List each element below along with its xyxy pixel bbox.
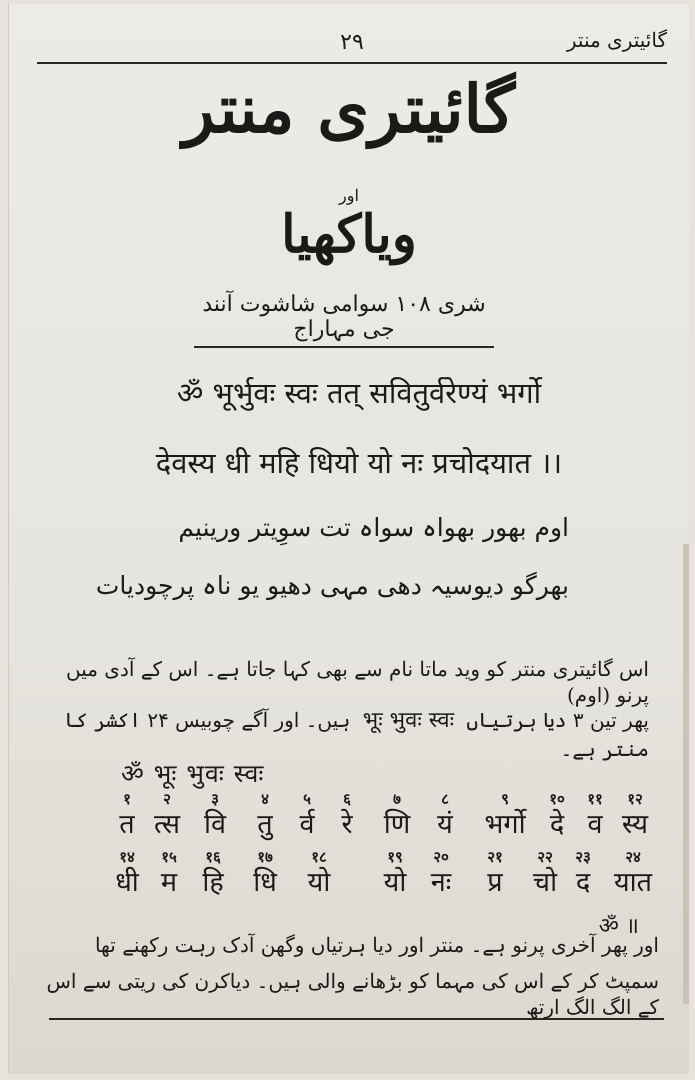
row1-syllable — [622, 792, 648, 842]
syllable-number: २४ — [625, 848, 641, 866]
syllable-text: वि — [203, 809, 227, 840]
row2-syllable — [533, 850, 557, 900]
commentary-p2-end: ہیں۔ اور آگے چوبیس ۲۴ اکشر کا منتر ہے۔ — [64, 708, 649, 761]
syllable-number: ११ — [587, 790, 603, 808]
row2-syllable — [161, 850, 177, 900]
row1-syllable — [119, 792, 134, 842]
row1-syllable — [587, 792, 603, 842]
row1-syllable — [384, 792, 411, 842]
syllable-number: ६ — [343, 790, 351, 808]
syllable-text: त — [119, 809, 135, 840]
transliteration-line-1: اوم بھور بھواہ سواہ تت سوِیتر ورینیم — [178, 513, 569, 542]
book-page — [8, 4, 689, 1074]
syllable-text: यो — [307, 867, 331, 898]
syllable-text: प्र — [487, 867, 503, 898]
syllable-number: १२ — [627, 790, 643, 808]
syllable-text: चो — [532, 867, 558, 898]
syllable-number: १८ — [311, 848, 327, 866]
page-edge-stain — [683, 544, 689, 1004]
syllable-text: दे — [549, 809, 565, 840]
row1-syllable — [549, 792, 565, 842]
row1-syllable — [257, 792, 272, 842]
mantra-line-1: ॐ भूर्भुवः स्वः तत् सवितुर्वरेण्यं भर्गो — [176, 376, 542, 410]
row1-syllable — [154, 792, 180, 842]
syllable-text: रे — [341, 809, 353, 840]
commentary-paragraph-1: اس گائیتری منتر کو وید ماتا نام سے بھی کہا جاتا ہے۔ اس کے آدی میں پرنو (اوم) — [65, 657, 649, 707]
syllable-row-2 — [105, 850, 659, 910]
running-head: گائیتری منتر — [566, 28, 667, 52]
commentary-paragraph-2 — [39, 707, 649, 762]
commentary-paragraph-4: سمپٹ کر کے اس کی مہما کو بڑھانے والی ہیں۔ دیاکرن کی ریتی سے اس کے الگ الگ ارتھ — [46, 969, 659, 1019]
syllable-text: द — [575, 867, 591, 898]
row2-syllable — [487, 850, 503, 900]
footer-rule — [49, 1018, 664, 1020]
syllable-text: णि — [383, 809, 411, 840]
syllable-text: त्स — [154, 809, 180, 840]
syllable-text: हि — [202, 867, 224, 898]
row2-syllable — [614, 850, 652, 900]
author-line: شری ۱۰۸ سوامی شاشوت آنند جی مہاراج — [194, 292, 494, 348]
row1-syllable — [484, 792, 525, 842]
vyahriti-line: ॐ भूः भुवः स्वः — [121, 759, 265, 788]
syllable-number: १५ — [161, 848, 177, 866]
row1-syllable — [204, 792, 226, 842]
syllable-text: धि — [253, 867, 277, 898]
syllable-number: ४ — [261, 790, 269, 808]
syllable-number: ८ — [441, 790, 449, 808]
page-header — [37, 26, 667, 64]
syllable-text: व — [587, 809, 603, 840]
syllable-number: २२ — [537, 848, 553, 866]
syllable-text: म — [160, 867, 178, 898]
syllable-number: ९ — [501, 790, 509, 808]
end-om-mark: ॐ ॥ — [598, 914, 639, 939]
syllable-number: १४ — [119, 848, 135, 866]
syllable-text: यात — [613, 867, 653, 898]
syllable-number: २१ — [487, 848, 503, 866]
syllable-number: १ — [123, 790, 131, 808]
syllable-number: १६ — [205, 848, 221, 866]
page-title: گائیتری منتر — [182, 70, 516, 148]
syllable-text: र्व — [299, 809, 315, 840]
row2-syllable — [202, 850, 223, 900]
syllable-number: १७ — [257, 848, 273, 866]
commentary-p2-devanagari: भूः भुवः स्वः — [362, 708, 455, 733]
row1-syllable — [437, 792, 453, 842]
syllable-text: भर्गो — [484, 809, 526, 840]
row2-syllable — [115, 850, 139, 900]
syllable-number: २ — [163, 790, 171, 808]
syllable-text: स्य — [621, 809, 649, 840]
mantra-line-2: देवस्य धी महि धियो यो नः प्रचोदयात ।। — [155, 446, 563, 480]
syllable-number: १९ — [387, 848, 403, 866]
commentary-paragraph-3: اور پھر آخری پرنو ہے۔ منتر اور دیا ہرتیاں وگھن آدک رہت رکھنے تھا — [94, 933, 659, 957]
row2-syllable — [575, 850, 591, 900]
syllable-number: २० — [433, 848, 449, 866]
syllable-number: ३ — [211, 790, 219, 808]
commentary-p2-start: پھر تین ۳ دیا ہرتیاں — [466, 708, 649, 732]
row2-syllable — [431, 850, 451, 900]
syllable-number: ५ — [303, 790, 311, 808]
syllable-number: ७ — [393, 790, 401, 808]
page-number: ۲۹ — [340, 30, 364, 55]
syllable-number: २३ — [575, 848, 591, 866]
page-subtitle: ویاکھیا — [281, 204, 417, 265]
syllable-text: यो — [383, 867, 407, 898]
syllable-text: नः — [430, 867, 452, 898]
syllable-row-1 — [105, 792, 659, 852]
row2-syllable — [384, 850, 407, 900]
row1-syllable — [341, 792, 352, 842]
syllable-text: तु — [257, 809, 273, 840]
syllable-text: यं — [437, 809, 453, 840]
syllable-text: धी — [115, 867, 139, 898]
transliteration-line-2: بھرگو دیوسیہ دھی مہی دھیو یو ناہ پرچودیات — [95, 571, 569, 600]
syllable-number: १० — [549, 790, 565, 808]
row2-syllable — [308, 850, 331, 900]
row2-syllable — [253, 850, 277, 900]
row1-syllable — [299, 792, 314, 842]
title-conjunction: اور — [339, 186, 359, 205]
